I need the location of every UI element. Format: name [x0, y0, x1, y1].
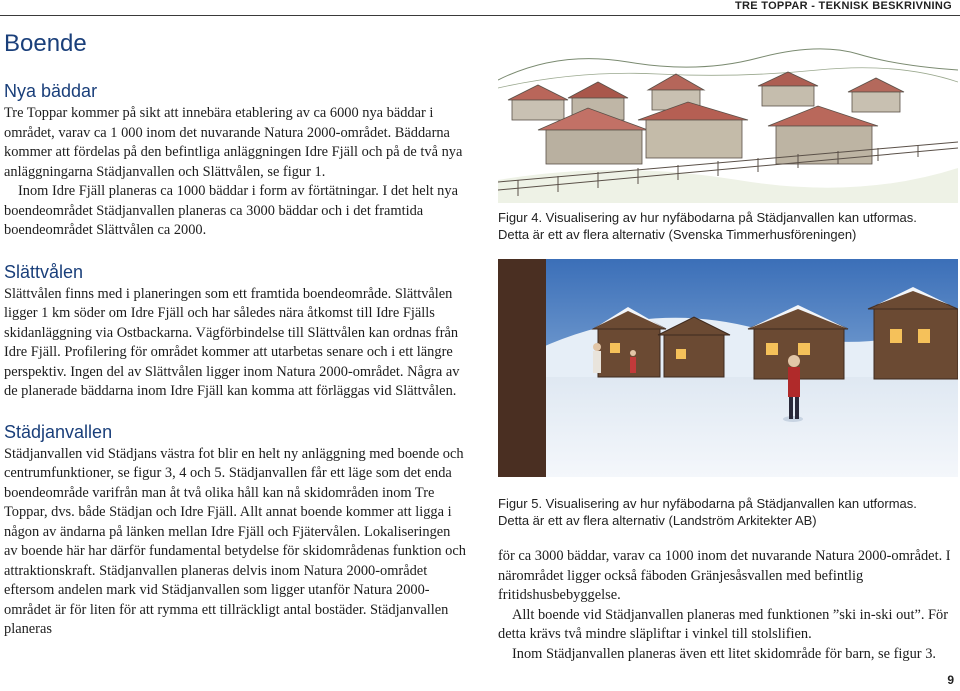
figure-4-caption: [498, 209, 958, 243]
paragraph-nya-baddar-2: Inom Idre Fjäll planeras ca 1000 bäddar i form av förtätningar. I det helt nya boendeområdet Städjanvallen planeras ca 3000 bäddar och i det framtida boendeområdet Slättvålen ca 2000.: [4, 183, 458, 238]
running-header: TRE TOPPAR - TEKNISK BESKRIVNING: [735, 0, 952, 12]
figure-5-winter-rendering: [498, 259, 958, 477]
figure-5-caption-line-1: Figur 5. Visualisering av hur nyfäbodarna på Städjanvallen kan utformas.: [498, 496, 917, 511]
paragraph-right-2: Allt boende vid Städjanvallen planeras med funktionen ”ski in-ski out”. För detta krävs två mindre släpliftar i vinkel till stolslifien.: [498, 606, 949, 642]
heading-slattvalen: Slättvålen: [4, 261, 84, 282]
heading-stadjanvallen: Städjanvallen: [4, 421, 113, 442]
paragraph-right-1: för ca 3000 bäddar, varav ca 1000 inom det nuvarande Natura 2000-området. I närområdet ligger också fäboden Gränjesåsvallen med befintlig fritidshusbebyggelse.: [498, 548, 951, 603]
left-column: [4, 80, 466, 640]
figure-5-caption-line-2: Detta är ett av flera alternativ (Landström Arkitekter AB): [498, 513, 817, 528]
figure-4-village-sketch: [498, 30, 958, 203]
paragraph-slattvalen: Slättvålen finns med i planeringen som ett framtida boendeområde. Slättvålen ligger 1 km söder om Idre Fjäll och har således nära åtkomst till Idre Fjälls skidanläggning via Ostbackarna. Vägförbindelse till Slättvålen kan ordnas från Idre Fjäll. Profilering för området kommer att utarbetas senare och i ett längre perspektiv. Ingen del av Slättvålen ligger inom Natura 2000-området. Några av de planerade bäddarna inom Idre Fjäll kan komma att förläggas vid Slättvålen.: [4, 285, 460, 399]
right-column: [498, 30, 958, 664]
paragraph-nya-baddar-1: Tre Toppar kommer på sikt att innebära etablering av ca 6000 nya bäddar i området, varav ca 1 000 inom det nuvarande Natura 2000-området. Bäddarna kommer att fördelas på den befintliga anläggningen Idre Fjäll och på de två nya anläggningarna Städjanvallen och Slättvålen, se figur 1.: [4, 105, 463, 180]
heading-nya-baddar: Nya bäddar: [4, 81, 98, 101]
figure-5-caption: [498, 495, 958, 529]
figure-4-caption-line-1: Figur 4. Visualisering av hur nyfäbodarna på Städjanvallen kan utformas.: [498, 210, 917, 225]
page-number: 9: [947, 673, 954, 687]
paragraph-stadjanvallen: Städjanvallen vid Städjans västra fot blir en helt ny anläggning med boende och centrumfunktioner, se figur 3, 4 och 5. Städjanvallen får ett läge som det enda boendeområde varifrån man åt två olika håll kan nå skidområden inom Tre Toppar, dvs. både Städjan och Idre Fjäll. Allt annat boende kommer att ligga i någon av ändarna på länken mellan Idre Fjäll och Fjätervålen. Lokaliseringen av boende här har därför fundamental betydelse för skidområdenas funktion och attraktionskraft. Städjanvallen planeras delvis inom Natura 2000-området eftersom andelen mark vid Städjanvallen som ligger utanför Natura 2000-området är för liten för att rymma ett tillräckligt antal bostäder. Städjanvallen planeras: [4, 445, 466, 637]
paragraph-right-3: Inom Städjanvallen planeras även ett litet skidområde för barn, se figur 3.: [512, 645, 936, 662]
header-rule: [0, 15, 960, 16]
page-title: Boende: [4, 30, 87, 57]
figure-4-caption-line-2: Detta är ett av flera alternativ (Svenska Timmerhusföreningen): [498, 227, 857, 242]
